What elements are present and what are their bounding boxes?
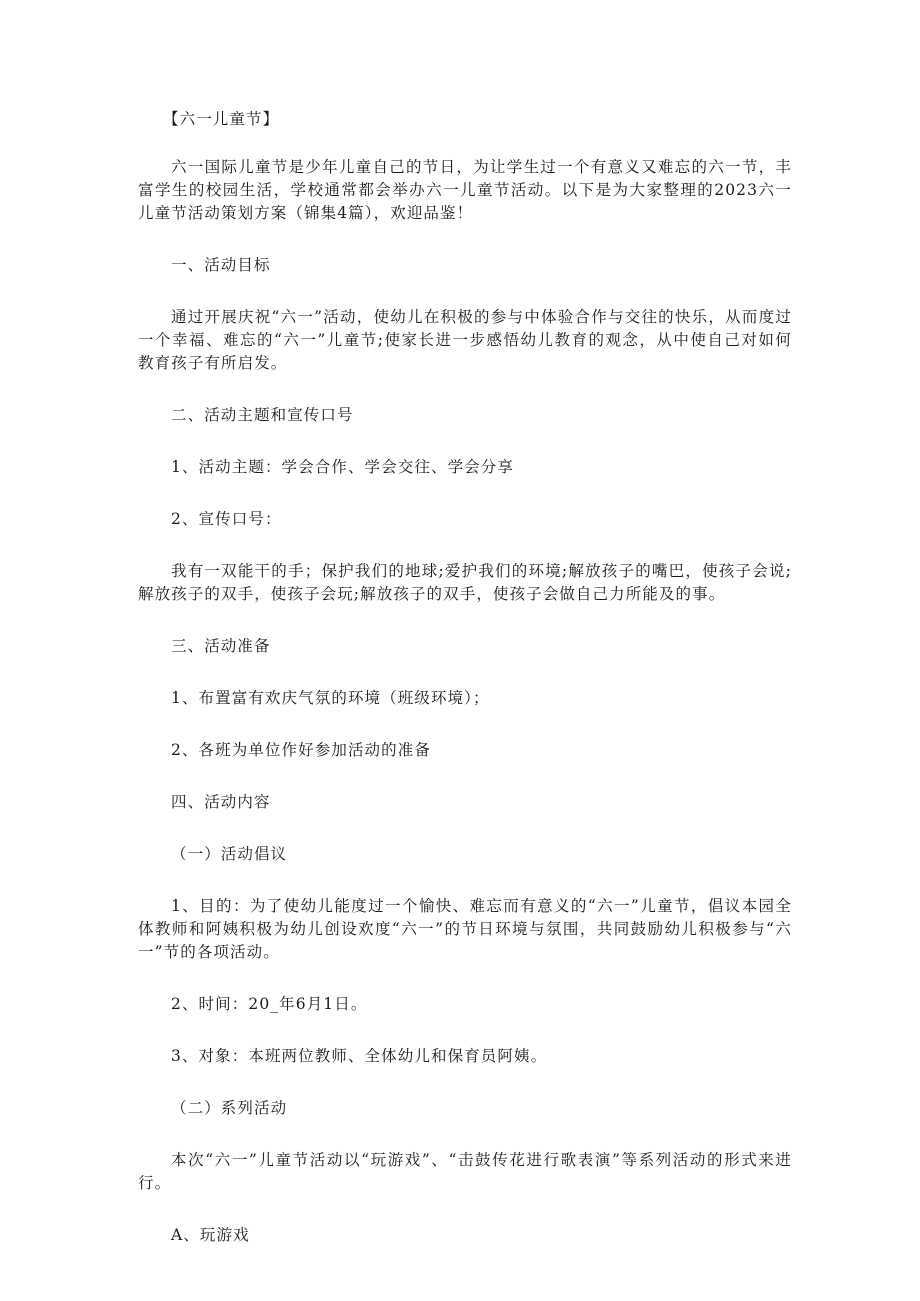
subsection-heading-initiative: （一）活动倡议 (171, 845, 288, 863)
goals-paragraph: 通过开展庆祝“六一”活动，使幼儿在积极的参与中体验合作与交往的快乐，从而度过一个幸福、难忘的“六一”儿童节;使家长进一步感悟幼儿教育的观念，从中使自己对如何教育孩子有所启发。 (138, 308, 792, 372)
slogan-paragraph: 我有一双能干的手；保护我们的地球;爱护我们的环境;解放孩子的嘴巴，使孩子会说;解放孩子的双手，使孩子会玩;解放孩子的双手，使孩子会做自己力所能及的事。 (138, 562, 792, 603)
section-heading-theme: 二、活动主题和宣传口号 (171, 406, 354, 424)
section-heading-goals: 一、活动目标 (171, 256, 271, 274)
subsection-heading-series: （二）系列活动 (171, 1099, 288, 1117)
theme-item: 1、活动主题：学会合作、学会交往、学会分享 (171, 458, 514, 476)
initiative-item-time: 2、时间：20_年6月1日。 (171, 995, 368, 1013)
section-heading-preparation: 三、活动准备 (171, 637, 271, 655)
document-page (138, 108, 792, 1276)
initiative-item-audience: 3、对象：本班两位教师、全体幼儿和保育员阿姨。 (171, 1047, 548, 1065)
series-paragraph: 本次“六一”儿童节活动以“玩游戏”、“击鼓传花进行歌表演”等系列活动的形式来进行。 (138, 1151, 792, 1192)
preparation-item-1: 1、布置富有欢庆气氛的环境（班级环境）； (171, 689, 490, 707)
initiative-item-purpose: 1、目的：为了使幼儿能度过一个愉快、难忘而有意义的“六一”儿童节，倡议本园全体教师和阿姨积极为幼儿创设欢度“六一”的节日环境与氛围，共同鼓励幼儿积极参与“六一”节的各项活动。 (138, 897, 792, 961)
slogan-label: 2、宣传口号： (171, 510, 282, 528)
document-title: 【六一儿童节】 (163, 110, 280, 128)
intro-paragraph: 六一国际儿童节是少年儿童自己的节日，为让学生过一个有意义又难忘的六一节，丰富学生的校园生活，学校通常都会举办六一儿童节活动。以下是为大家整理的2023六一儿童节活动策划方案（锦集4篇），欢迎品鉴！ (138, 158, 792, 222)
preparation-item-2: 2、各班为单位作好参加活动的准备 (171, 741, 431, 759)
series-item-games: A、玩游戏 (171, 1226, 250, 1244)
section-heading-content: 四、活动内容 (171, 793, 271, 811)
